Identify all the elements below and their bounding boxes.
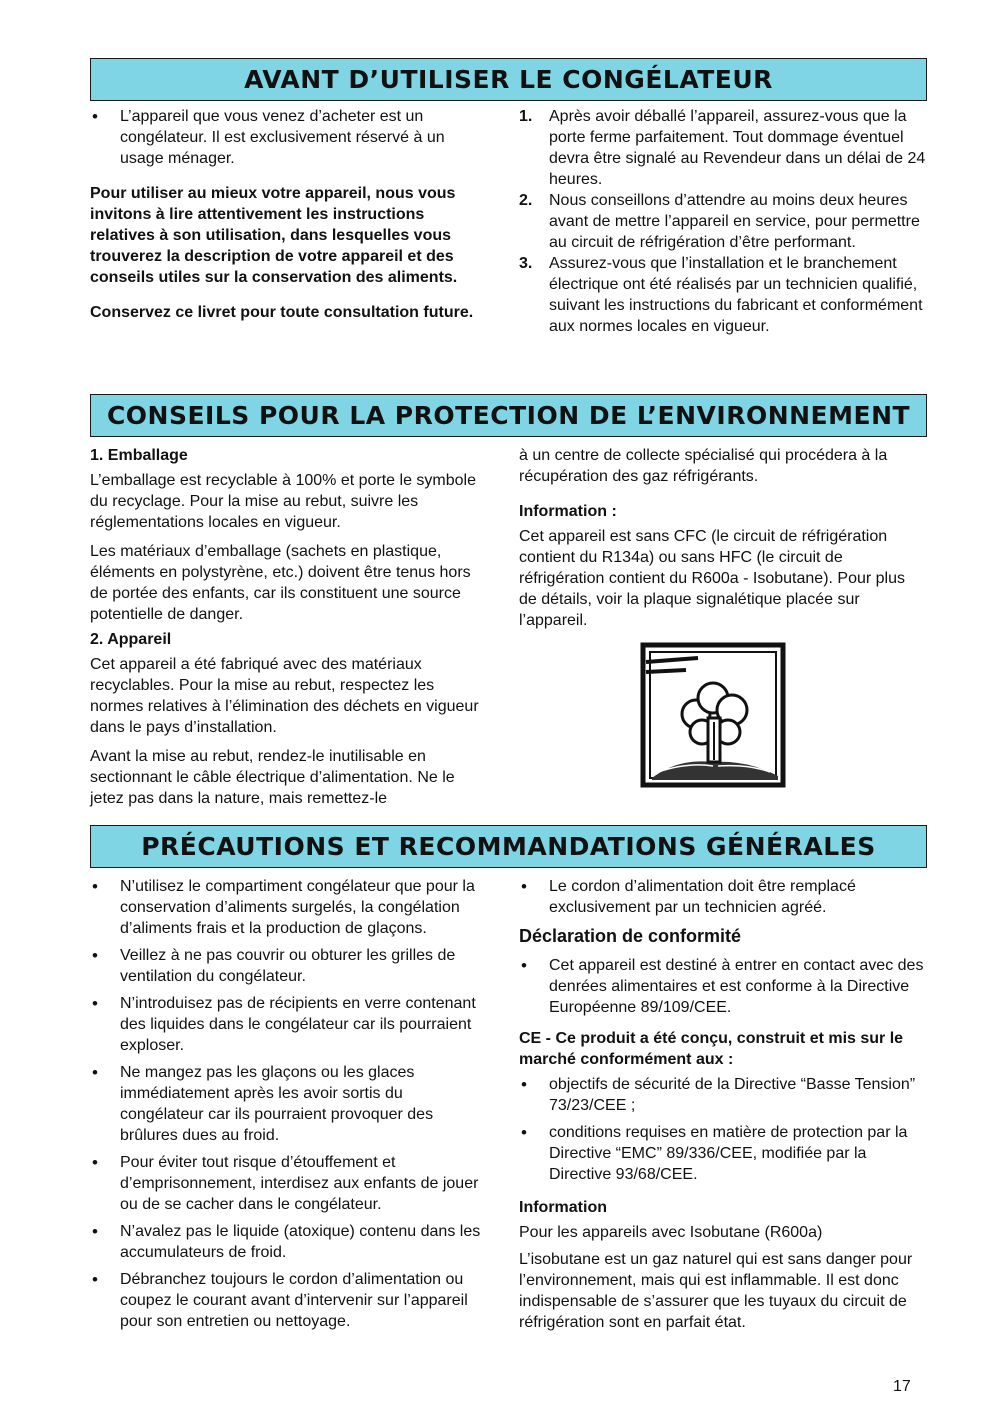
ce-list <box>519 1074 927 1185</box>
section1-left-column <box>90 106 490 331</box>
cord-list <box>519 876 927 918</box>
list-item: • Débranchez toujours le cordon d’alimentation ou coupez le courant avant d’intervenir sur l’appareil pour son entretien ou nettoyage. <box>90 1269 490 1332</box>
item-number: 3. <box>519 255 533 272</box>
info-label: Information <box>519 1199 607 1216</box>
section2-left-column <box>90 445 490 817</box>
item-text: Après avoir déballé l’appareil, assurez-vous que la porte ferme parfaitement. Tout dommage éventuel devra être signalé au Revendeur dans un délai de 24 heures. <box>549 108 926 188</box>
tree-environment-icon <box>638 640 788 790</box>
paragraph: Les matériaux d’emballage (sachets en plastique, éléments en polystyrène, etc.) doivent être tenus hors de portée des enfants, car ils constituent une source potentielle de danger. <box>90 543 471 623</box>
subheading-packaging: 1. Emballage <box>90 447 188 464</box>
paragraph: Cet appareil a été fabriqué avec des matériaux recyclables. Pour la mise au rebut, respectez les normes relatives à l’élimination des déchets en vigueur dans le pays d’installation. <box>90 656 479 736</box>
paragraph: L’isobutane est un gaz naturel qui est sans danger pour l’environnement, mais qui est inflammable. Il est donc indispensable de s’assurer que les tuyaux du circuit de réfrigération sont en parfait état. <box>519 1251 913 1331</box>
precautions-list <box>90 876 490 1332</box>
conformity-list <box>519 955 927 1018</box>
list-item: • Ne mangez pas les glaçons ou les glaces immédiatement après les avoir sortis du congélateur car ils pourraient provoquer des brûlures dues au froid. <box>90 1062 490 1146</box>
section-title-before-use: AVANT D’UTILISER LE CONGÉLATEUR <box>90 58 927 101</box>
page-number: 17 <box>893 1378 911 1395</box>
bold-paragraph: Conservez ce livret pour toute consultation future. <box>90 304 474 321</box>
paragraph: à un centre de collecte spécialisé qui procédera à la récupération des gaz réfrigérants. <box>519 447 888 485</box>
list-item: • Veillez à ne pas couvrir ou obturer les grilles de ventilation du congélateur. <box>90 945 490 987</box>
paragraph: Cet appareil est sans CFC (le circuit de réfrigération contient du R134a) ou sans HFC (le circuit de réfrigération contient du R600a - Isobutane). Pour plus de détails, voir la plaque signalétique placée sur l’appareil. <box>519 528 906 629</box>
item-text: Nous conseillons d’attendre au moins deux heures avant de mettre l’appareil en service, pour permettre au circuit de réfrigération d’être performant. <box>549 192 920 251</box>
list-item <box>519 106 927 190</box>
section2-right-column <box>519 445 927 639</box>
section-title-environment: CONSEILS POUR LA PROTECTION DE L’ENVIRONNEMENT <box>90 394 927 437</box>
section1-left-list <box>90 106 490 169</box>
list-item: • N’utilisez le compartiment congélateur que pour la conservation d’aliments surgelés, la congélation d’aliments frais et la production de glaçons. <box>90 876 490 939</box>
section1-right-column <box>519 106 927 337</box>
list-item: • N’introduisez pas de récipients en verre contenant des liquides dans le congélateur car ils pourraient exploser. <box>90 993 490 1056</box>
list-item: • Le cordon d’alimentation doit être remplacé exclusivement par un technicien agréé. <box>519 876 927 918</box>
list-item: • N’avalez pas le liquide (atoxique) contenu dans les accumulateurs de froid. <box>90 1221 490 1263</box>
bold-paragraph: Pour utiliser au mieux votre appareil, nous vous invitons à lire attentivement les instructions relatives à son utilisation, dans lesquelles vous trouverez la description de votre appareil et des conseils utiles sur la conservation des aliments. <box>90 185 458 286</box>
section-title-precautions: PRÉCAUTIONS ET RECOMMANDATIONS GÉNÉRALES <box>90 825 927 868</box>
list-item: • L’appareil que vous venez d’acheter est un congélateur. Il est exclusivement réservé à un usage ménager. <box>90 106 490 169</box>
item-number: 1. <box>519 108 533 125</box>
list-item: • objectifs de sécurité de la Directive “Basse Tension” 73/23/CEE ; <box>519 1074 927 1116</box>
paragraph: Pour les appareils avec Isobutane (R600a) <box>519 1224 823 1241</box>
subheading-appliance: 2. Appareil <box>90 631 172 648</box>
list-item: • conditions requises en matière de protection par la Directive “EMC” 89/336/CEE, modifiée par la Directive 93/68/CEE. <box>519 1122 927 1185</box>
item-number: 2. <box>519 192 533 209</box>
section3-left-column <box>90 876 490 1338</box>
item-text: Assurez-vous que l’installation et le branchement électrique ont été réalisés par un technicien qualifié, suivant les instructions du fabricant et conformément aux normes locales en vigueur. <box>549 255 923 335</box>
list-item: • Pour éviter tout risque d’étouffement et d’emprisonnement, interdisez aux enfants de jouer ou de se cacher dans le congélateur. <box>90 1152 490 1215</box>
list-item <box>519 253 927 337</box>
paragraph: Avant la mise au rebut, rendez-le inutilisable en sectionnant le câble électrique d’alimentation. Ne le jetez pas dans la nature, mais remettez-le <box>90 748 455 807</box>
paragraph: L’emballage est recyclable à 100% et porte le symbole du recyclage. Pour la mise au rebut, suivre les réglementations locales en vigueur. <box>90 472 476 531</box>
info-label: Information : <box>519 503 617 520</box>
section3-right-column <box>519 876 927 1341</box>
section1-numbered-list <box>519 106 927 337</box>
list-item: • Cet appareil est destiné à entrer en contact avec des denrées alimentaires et est conforme à la Directive Européenne 89/109/CEE. <box>519 955 927 1018</box>
list-item <box>519 190 927 253</box>
conformity-heading: Déclaration de conformité <box>519 926 742 946</box>
ce-heading: CE - Ce produit a été conçu, construit et mis sur le marché conformément aux : <box>519 1030 904 1068</box>
